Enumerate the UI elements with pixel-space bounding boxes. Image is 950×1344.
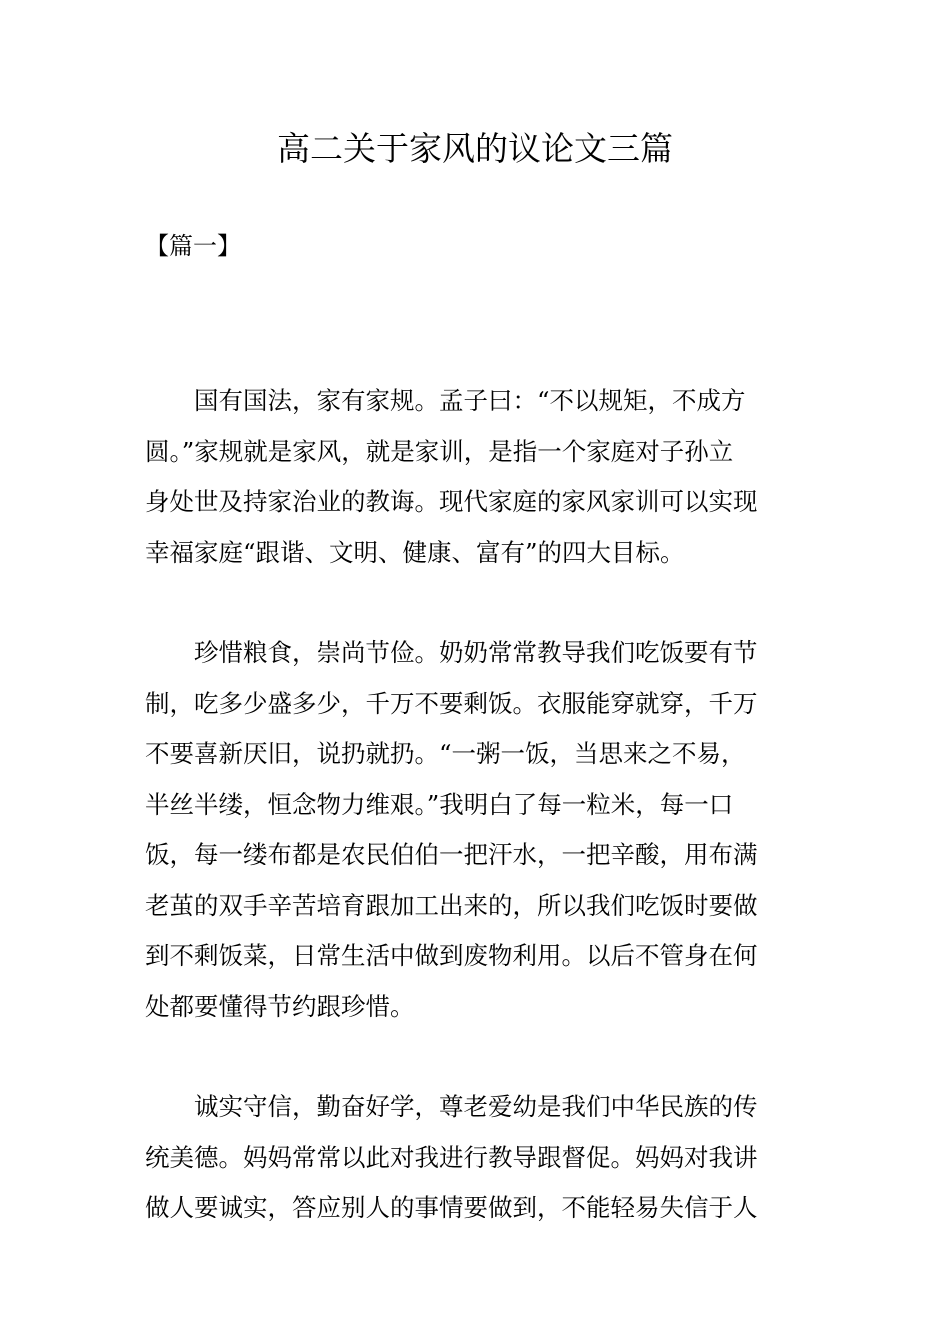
paragraph-line: 老茧的双手辛苦培育跟加工出来的，所以我们吃饭时要做 [145,890,758,920]
paragraph-line: 统美德。妈妈常常以此对我进行教导跟督促。妈妈对我讲 [145,1142,758,1172]
paragraph-3 [145,1082,805,1234]
paragraph-line: 诚实守信，勤奋好学，尊老爱幼是我们中华民族的传 [194,1092,758,1121]
paragraph-line: 幸福家庭“跟谐、文明、健康、富有”的四大目标。 [145,537,685,567]
paragraph-line: 珍惜粮食，崇尚节俭。奶奶常常教导我们吃饭要有节 [194,638,758,667]
page-title: 高二关于家风的议论文三篇 [277,129,673,168]
paragraph-line: 做人要诚实，答应别人的事情要做到，不能轻易失信于人 [145,1193,758,1222]
paragraph-line: 不要喜新厌旧，说扔就扔。“一粥一饭，当思来之不易， [145,739,746,768]
paragraph-line: 到不剩饭菜，日常生活中做到废物利用。以后不管身在何 [145,941,758,970]
paragraph-line: 半丝半缕，恒念物力维艰。”我明白了每一粒米，每一口 [145,789,734,819]
paragraph-line: 处都要懂得节约跟珍惜。 [145,991,415,1021]
paragraph-line: 圆。”家规就是家风，就是家训，是指一个家庭对子孙立 [145,436,734,466]
paragraph-line: 饭，每一缕布都是农民伯伯一把汗水，一把辛酸，用布满 [145,840,758,869]
document-body [145,376,805,1284]
paragraph-1 [145,376,805,578]
paragraph-line: 身处世及持家治业的教诲。现代家庭的家风家训可以实现 [145,487,758,516]
paragraph-line: 国有国法，家有家规。孟子曰：“不以规矩，不成方 [194,386,746,415]
paragraph-line: 制，吃多少盛多少，千万不要剩饭。衣服能穿就穿，千万 [145,688,758,718]
section-label: 【篇一】 [145,232,241,260]
paragraph-2 [145,628,805,1032]
